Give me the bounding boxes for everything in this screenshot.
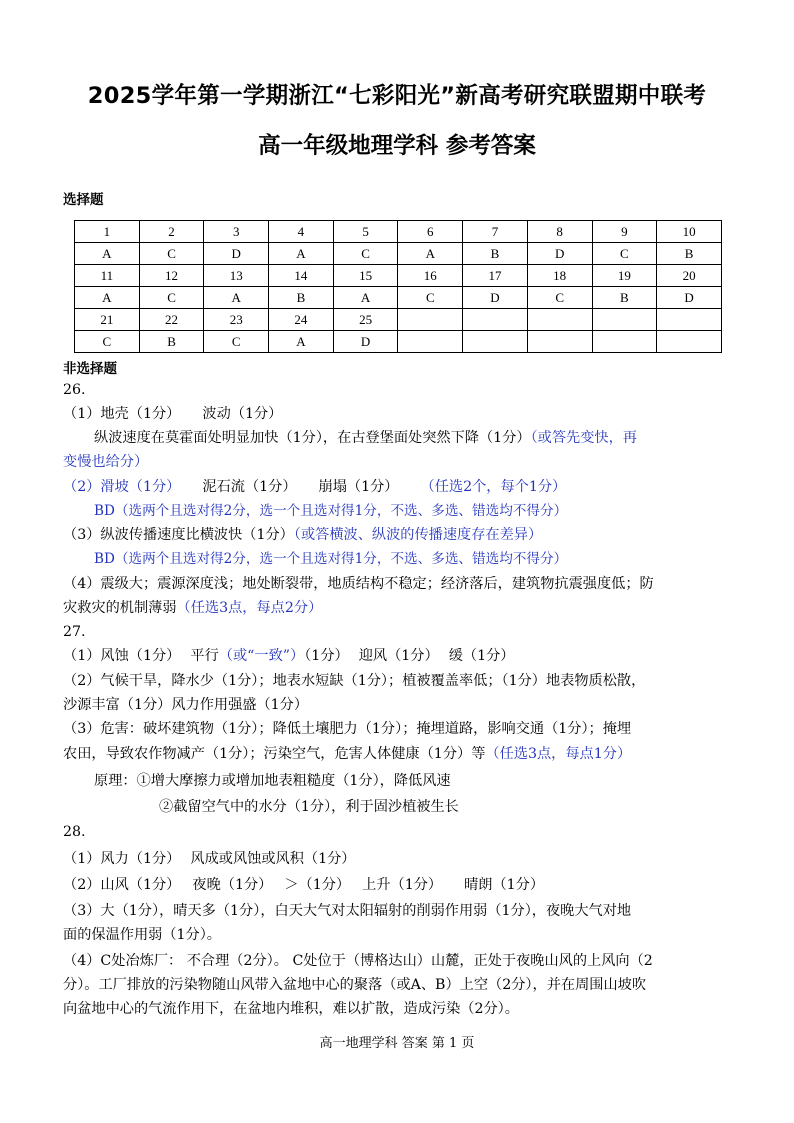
table-cell: 2 [139,221,204,243]
table-cell [463,331,528,353]
table-cell: C [139,243,204,265]
q28-line7: 向盆地中心的气流作用下，在盆地内堆积，难以扩散，造成污染（2分）。 [63,1001,519,1017]
table-cell: 15 [333,265,398,287]
q28-line2 [63,875,544,895]
table-cell: B [139,331,204,353]
q26-1b: 波动（1分） [202,406,283,422]
section-choice-heading: 选择题 [63,192,104,208]
table-cell [527,331,592,353]
table-cell: C [139,287,204,309]
q26-1a: （1）地壳（1分） [63,406,181,422]
table-cell [657,331,722,353]
q28-line5: （4）C处冶炼厂： 不合理（2分）。 C处位于（博格达山）山麓，正处于夜晚山风的上风向（2 [63,953,653,969]
table-cell: 24 [269,309,334,331]
q27-line1 [63,646,514,666]
table-row [75,221,722,243]
q27-1f: 缓（1分） [448,648,515,664]
q28-line1 [63,849,355,869]
q26-line7: BD（选两个且选对得2分，选一个且选对得1分，不选、多选、错选均不得分） [94,551,568,567]
table-cell [592,331,657,353]
q27-1a: （1）风蚀（1分） [63,648,181,664]
table-cell: A [398,243,463,265]
q28-line6: 分）。工厂排放的污染物随山风带入盆地中心的聚落（或A、B）上空（2分），并在周围山坡吹 [63,977,647,993]
table-row [75,331,722,353]
table-row [75,309,722,331]
q27-line4: （3）危害：破坏建筑物（1分）；降低土壤肥力（1分）；掩埋道路，影响交通（1分）；掩埋 [63,721,632,737]
q26-8: （4）震级大；震源深度浅；地处断裂带，地质结构不稳定；经济落后，建筑物抗震强度低；防 [63,576,654,592]
table-cell: A [75,287,140,309]
table-cell: D [463,287,528,309]
table-cell: A [204,287,269,309]
page-footer: 高一地理学科 答案 第 1 页 [319,1036,475,1051]
q28-number: 28. [63,824,86,840]
q27-1d: （1分） [304,648,349,664]
q26-9b: （任选3点，每点2分） [176,600,323,616]
table-cell [398,331,463,353]
q26-4b: 泥石流（1分） [202,479,297,495]
q26-line5: BD（选两个且选对得2分，选一个且选对得1分，不选、多选、错选均不得分） [94,503,568,519]
q26-line1 [63,404,282,424]
q28-2e: 晴朗（1分） [464,877,545,893]
table-cell: A [269,331,334,353]
table-cell: C [75,331,140,353]
q27-line7: ②截留空气中的水分（1分），利于固沙植被生长 [159,799,459,815]
table-cell: 17 [463,265,528,287]
table-cell: C [333,243,398,265]
table-cell: D [657,287,722,309]
table-cell: B [463,243,528,265]
q27-5b: （任选3点，每点1分） [485,746,632,762]
table-cell: 10 [657,221,722,243]
table-cell: 16 [398,265,463,287]
table-cell: 5 [333,221,398,243]
page-subtitle: 高一年级地理学科 参考答案 [258,133,536,159]
q26-2b: （或答先变快，再 [530,430,637,446]
q26-2a: 纵波速度在莫霍面处明显加快（1分），在古登堡面处突然下降（1分） [94,430,531,446]
q26-4a: （2）滑坡（1分） [63,479,181,495]
table-cell: 7 [463,221,528,243]
q26-4c: 崩塌（1分） [318,479,399,495]
q26-line8 [63,574,654,594]
q26-6b: （或答横波、纵波的传播速度存在差异） [293,527,543,543]
q26-number: 26. [63,382,86,398]
table-cell [398,309,463,331]
table-cell: C [592,243,657,265]
q27-1e: 迎风（1分） [358,648,439,664]
table-row [75,243,722,265]
table-cell [592,309,657,331]
page-title: 2025学年第一学期浙江“七彩阳光”新高考研究联盟期中联考 [87,83,707,109]
table-cell: D [204,243,269,265]
q27-1b: 平行 [190,648,219,664]
table-cell: A [269,243,334,265]
table-cell: A [75,243,140,265]
q26-line2 [94,428,637,448]
table-cell: B [592,287,657,309]
table-cell: A [333,287,398,309]
q27-line5 [63,744,631,764]
q28-line3: （3）大（1分），晴天多（1分），白天大气对太阳辐射的削弱作用弱（1分），夜晚大气对地 [63,903,632,919]
table-cell: 23 [204,309,269,331]
table-cell: 9 [592,221,657,243]
q26-line9 [63,598,322,618]
q27-line3: 沙源丰富（1分）风力作用强盛（1分） [63,697,309,713]
table-cell: C [527,287,592,309]
table-cell: 20 [657,265,722,287]
table-row [75,287,722,309]
q27-5a: 农田，导致农作物减产（1分）；污染空气，危害人体健康（1分）等 [63,746,486,762]
table-cell [657,309,722,331]
table-cell: 12 [139,265,204,287]
table-cell: C [398,287,463,309]
section-nonchoice-heading: 非选择题 [63,361,117,377]
table-cell: 21 [75,309,140,331]
q26-line4 [63,477,566,497]
table-cell: D [333,331,398,353]
table-cell: 6 [398,221,463,243]
q28-1b: 风成或风蚀或风积（1分） [190,851,356,867]
q28-1a: （1）风力（1分） [63,851,181,867]
table-cell: 13 [204,265,269,287]
table-cell: C [204,331,269,353]
table-cell: 3 [204,221,269,243]
q27-line6: 原理：①增大摩擦力或增加地表粗糙度（1分），降低风速 [94,773,451,789]
table-row [75,265,722,287]
q27-line2: （2）气候干旱，降水少（1分）；地表水短缺（1分）；植被覆盖率低；（1分）地表物质松散， [63,673,646,689]
answer-table [74,220,722,353]
q26-6a: （3）纵波传播速度比横波快（1分） [63,527,294,543]
q28-2d: 上升（1分） [362,877,443,893]
q28-2a: （2）山风（1分） [63,877,181,893]
q27-1c: （或“一致”） [218,648,305,664]
table-cell: 4 [269,221,334,243]
q28-line4: 面的保温作用弱（1分）。 [63,927,221,943]
table-cell: 1 [75,221,140,243]
q28-2b: 夜晚（1分） [192,877,273,893]
q26-4d: （任选2个，每个1分） [420,479,567,495]
table-cell: B [657,243,722,265]
table-cell: 25 [333,309,398,331]
q28-2c: ＞（1分） [284,877,351,893]
table-cell: 14 [269,265,334,287]
table-cell [463,309,528,331]
table-cell: D [527,243,592,265]
table-cell: 19 [592,265,657,287]
table-cell: B [269,287,334,309]
table-cell [527,309,592,331]
table-cell: 18 [527,265,592,287]
table-cell: 8 [527,221,592,243]
q27-number: 27. [63,624,86,640]
q26-9a: 灾救灾的机制薄弱 [63,600,177,616]
table-cell: 22 [139,309,204,331]
q26-line6 [63,525,542,545]
table-cell: 11 [75,265,140,287]
q26-line3: 变慢也给分） [63,454,149,470]
